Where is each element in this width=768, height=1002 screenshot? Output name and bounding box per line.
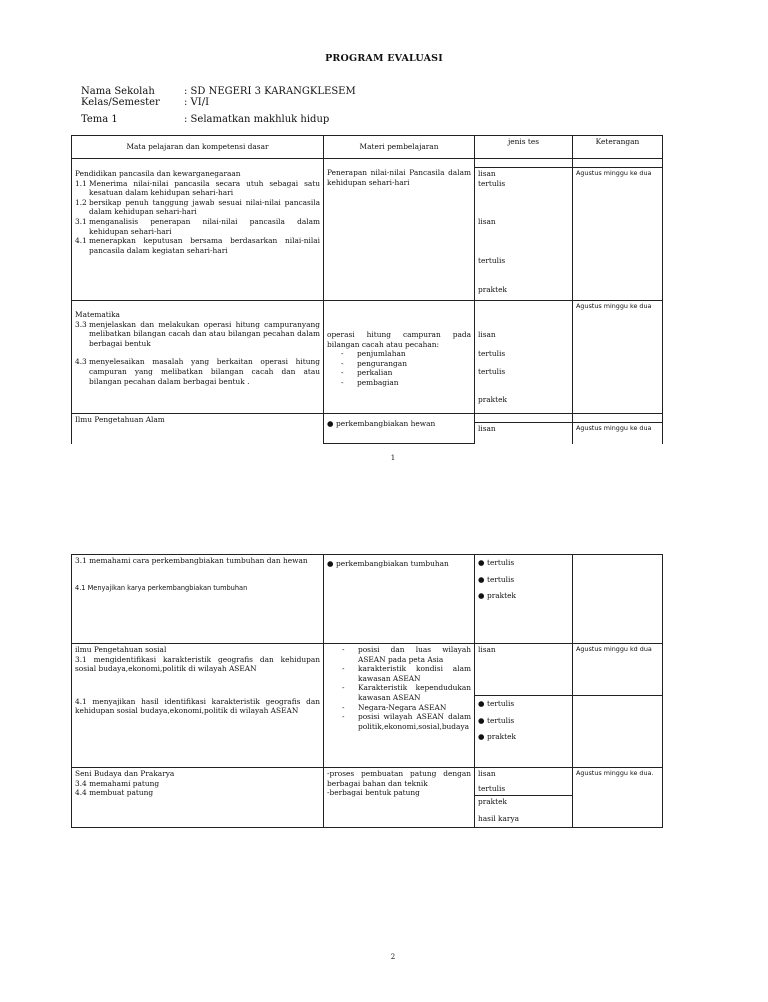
empty-cell: [573, 159, 663, 168]
arts-test-types: [475, 768, 573, 796]
empty-cell: [573, 555, 663, 644]
header-materi: Materi pembelajaran: [324, 136, 475, 159]
ppkn-competencies: [72, 159, 324, 301]
math-materi-text: operasi hitung campuran pada bilangan cacah atau pecahan:: [327, 330, 471, 349]
math-kd-item: [75, 357, 320, 386]
math-subject: Matematika: [75, 310, 120, 319]
math-materi: [324, 301, 475, 414]
list-item: - posisi dan luas wilayah ASEAN pada peta Asia: [342, 645, 471, 664]
test-type: lisan: [478, 769, 496, 778]
arts-subject: Seni Budaya dan Prakarya: [75, 769, 175, 778]
test-type: hasil karya: [478, 813, 520, 823]
list-item: ● tertulis: [478, 699, 515, 708]
kd-text: menerapkan keputusan bersama berdasarkan nilai-nilai pancasila dalam kegiatan sehari-hari: [89, 236, 320, 255]
science-materi: [324, 555, 475, 644]
kd-number: 4.3: [75, 357, 87, 367]
arts-materi-text: -berbagai bentuk patung: [327, 788, 420, 798]
science-materi: [324, 414, 475, 444]
evaluation-table-page-1: [71, 135, 663, 444]
empty-cell: [475, 159, 573, 168]
school-value: : SD NEGERI 3 KARANGKLESEM: [184, 86, 356, 97]
list-item: - posisi wilayah ASEAN dalam politik,ekonomi,sosial,budaya: [342, 712, 471, 731]
kd-number: 3.3: [75, 319, 87, 329]
empty-cell: [573, 696, 663, 768]
class-label: Kelas/Semester: [81, 97, 160, 108]
list-item: ● tertulis: [478, 574, 515, 584]
kd-text: Menerima nilai-nilai pancasila secara utuh sebagai satu kesatuan dalam kehidupan sehari-hari: [89, 178, 320, 198]
theme-value: : Selamatkan makhluk hidup: [184, 114, 330, 125]
ppkn-test-types: [475, 168, 573, 301]
table-row: [72, 555, 663, 644]
arts-materi-text: -proses pembuatan patung dengan berbagai bahan dan teknik: [327, 769, 471, 788]
table-row: [72, 159, 663, 168]
class-value: : VI/I: [184, 97, 210, 108]
list-item: ● praktek: [478, 732, 516, 742]
ppkn-kd-item: [75, 179, 320, 198]
page-number: 1: [390, 454, 396, 462]
kd-number: 4.1: [75, 236, 87, 246]
header-test-type: jenis tes: [475, 136, 573, 159]
bullet-icon: ●: [327, 559, 334, 568]
page-number: 2: [390, 953, 396, 961]
ppkn-kd-item: [75, 198, 320, 217]
kd-number: 1.1: [75, 178, 87, 188]
header-subject: Mata pelajaran dan kompetensi dasar: [72, 136, 324, 159]
kd-text: bersikap penuh tanggung jawab sesuai nilai-nilai pancasila dalam kehidupan sehari-hari: [89, 197, 320, 217]
test-type: tertulis: [478, 348, 506, 358]
empty-cell: [475, 414, 573, 423]
test-type: tertulis: [478, 178, 506, 188]
evaluation-table-page-2: [71, 554, 663, 828]
science-test-types: [475, 555, 573, 644]
social-materi: [324, 644, 475, 768]
list-item: ● perkembangbiakan hewan: [327, 419, 436, 428]
list-item: - karakteristik kondisi alam kawasan ASEAN: [342, 664, 471, 683]
ppkn-kd-item: [75, 217, 320, 236]
kd-text: menjelaskan dan melakukan operasi hitung campuranyang melibatkan bilangan cacah dan atau bilangan pecahan dalam berbagai bentuk: [89, 319, 320, 348]
list-item: - pembagian: [341, 377, 399, 387]
kd-text: menganalisis penerapan nilai-nilai pancasila dalam kehidupan sehari-hari: [89, 216, 320, 236]
arts-kd: 3.4 memahami patung: [75, 778, 160, 788]
social-competencies-2: [72, 696, 324, 768]
bullet-icon: ●: [478, 732, 485, 742]
arts-materi: [324, 768, 475, 828]
test-type: lisan: [475, 644, 573, 696]
ppkn-note: Agustus minggu ke dua: [573, 168, 663, 301]
table-header-row: [72, 136, 663, 159]
test-type: lisan: [478, 217, 496, 227]
math-competencies: [72, 301, 324, 414]
bullet-icon: ●: [478, 699, 485, 708]
test-type: tertulis: [478, 367, 506, 377]
table-row: [72, 768, 663, 796]
school-label: Nama Sekolah: [81, 86, 155, 97]
social-subject: ilmu Pengetahuan sosial: [75, 645, 167, 654]
social-kd: 3.1 mengidentifikasi karakteristik geografis dan kehidupan sosial budaya,ekonomi,politik di wilayah ASEAN: [75, 654, 320, 674]
list-item: - pengurangan: [341, 358, 407, 368]
empty-cell: [573, 414, 663, 423]
list-item: - Negara-Negara ASEAN: [342, 702, 447, 712]
bullet-icon: ●: [478, 591, 485, 601]
test-type: praktek: [478, 797, 507, 806]
document-title: PROGRAM EVALUASI: [325, 53, 443, 64]
table-row: [72, 414, 663, 423]
test-type: lisan: [478, 330, 496, 339]
test-type: lisan: [475, 423, 573, 444]
test-type: lisan: [478, 169, 496, 178]
ppkn-subject: Pendidikan pancasila dan kewarganegaraan: [75, 169, 241, 178]
bullet-icon: ●: [478, 574, 485, 584]
list-item: ● perkembangbiakan tumbuhan: [327, 559, 449, 568]
kd-number: 1.2: [75, 197, 87, 207]
list-item: - perkalian: [341, 368, 393, 378]
arts-competencies: [72, 768, 324, 828]
ppkn-kd-item: [75, 236, 320, 255]
social-competencies: [72, 644, 324, 696]
math-kd-item: [75, 320, 320, 349]
science-note: Agustus minggu ke dua: [573, 423, 663, 444]
science-competencies: [72, 555, 324, 644]
bullet-icon: ●: [327, 419, 334, 428]
bullet-icon: ●: [478, 558, 485, 567]
kd-number: 3.1: [75, 216, 87, 226]
math-note: Agustus minggu ke dua: [573, 301, 663, 414]
test-type: tertulis: [478, 255, 506, 265]
theme-label: Tema 1: [81, 114, 118, 125]
social-note: Agustus minggu kd dua: [573, 644, 663, 696]
table-row: [72, 644, 663, 696]
arts-note: Agustus minggu ke dua.: [573, 768, 663, 828]
arts-kd: 4.4 membuat patung: [75, 788, 154, 798]
math-test-types: [475, 301, 573, 414]
list-item: - Karakteristik kependudukan kawasan ASEAN: [342, 683, 471, 702]
table-row: [72, 301, 663, 414]
school-info: [0, 86, 768, 126]
science-kd: 4.1 Menyajikan karya perkembangbiakan tumbuhan: [75, 583, 248, 592]
social-kd: 4.1 menyajikan hasil identifikasi karakteristik geografis dan kehidupan sosial budaya,ekonomi,politik di wilayah ASEAN: [75, 696, 320, 716]
ppkn-materi-text: Penerapan nilai-nilai Pancasila dalam kehidupan sehari-hari: [327, 168, 471, 187]
list-item: ● praktek: [478, 591, 516, 601]
header-notes: Keterangan: [573, 136, 663, 159]
science-kd: 3.1 memahami cara perkembangbiakan tumbuhan dan hewan: [75, 556, 308, 565]
list-item: ● tertulis: [478, 558, 515, 567]
list-item: ● tertulis: [478, 715, 515, 725]
kd-text: menyelesaikan masalah yang berkaitan operasi hitung campuran yang melibatkan bilangan cacah dan atau bilangan pecahan dalam berbagai bentuk .: [89, 357, 320, 386]
test-type: praktek: [478, 285, 507, 295]
bullet-icon: ●: [478, 715, 485, 725]
test-type: tertulis: [478, 783, 506, 793]
social-test-types: [475, 696, 573, 768]
science-subject: Ilmu Pengetahuan Alam: [72, 414, 324, 444]
arts-test-types-2: [475, 796, 573, 828]
list-item: - penjumlahan: [341, 349, 406, 359]
ppkn-materi: [324, 159, 475, 301]
test-type: praktek: [478, 394, 507, 404]
